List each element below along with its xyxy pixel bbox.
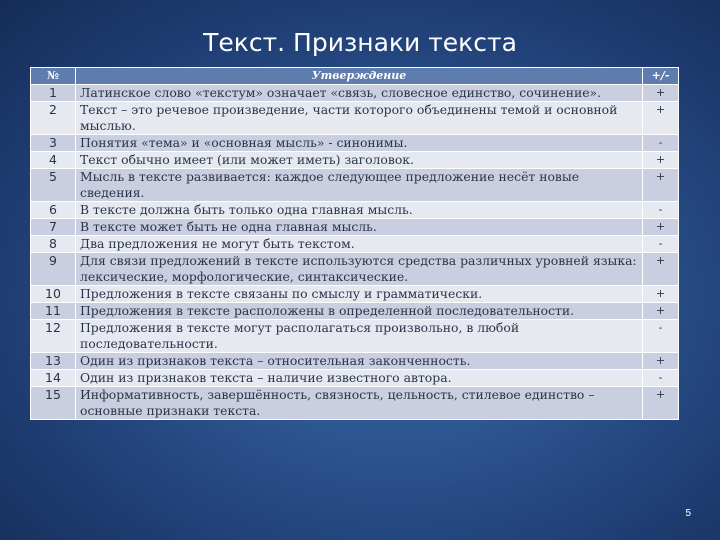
table-row (31, 303, 679, 320)
row-statement: Мысль в тексте развивается: каждое следующее предложение несёт новые сведения. (76, 169, 643, 202)
table-row (31, 286, 679, 303)
row-mark: - (643, 320, 679, 353)
row-number: 6 (31, 202, 76, 219)
row-number: 5 (31, 169, 76, 202)
row-mark: - (643, 202, 679, 219)
table-row (31, 353, 679, 370)
statements-table (30, 67, 679, 420)
row-number: 13 (31, 353, 76, 370)
header-statement: Утверждение (76, 68, 643, 85)
table-header-row (31, 68, 679, 85)
table-row (31, 236, 679, 253)
row-statement: Один из признаков текста – наличие известного автора. (76, 370, 643, 387)
table-row (31, 320, 679, 353)
row-number: 10 (31, 286, 76, 303)
row-number: 9 (31, 253, 76, 286)
row-statement: Информативность, завершённость, связность, цельность, стилевое единство – основные признаки текста. (76, 387, 643, 420)
row-statement: Предложения в тексте могут располагаться произвольно, в любой последовательности. (76, 320, 643, 353)
row-number: 15 (31, 387, 76, 420)
row-mark: - (643, 236, 679, 253)
table-row (31, 85, 679, 102)
row-mark: + (643, 102, 679, 135)
page-number: 5 (685, 508, 691, 519)
row-number: 12 (31, 320, 76, 353)
table-row (31, 135, 679, 152)
row-number: 4 (31, 152, 76, 169)
row-mark: + (643, 152, 679, 169)
row-mark: + (643, 286, 679, 303)
row-statement: В тексте должна быть только одна главная мысль. (76, 202, 643, 219)
row-statement: Два предложения не могут быть текстом. (76, 236, 643, 253)
header-mark: +/- (643, 68, 679, 85)
table-row (31, 102, 679, 135)
row-statement: Предложения в тексте расположены в определенной последовательности. (76, 303, 643, 320)
row-number: 14 (31, 370, 76, 387)
row-mark: + (643, 219, 679, 236)
row-mark: - (643, 370, 679, 387)
table-row (31, 202, 679, 219)
row-mark: - (643, 135, 679, 152)
row-mark: + (643, 85, 679, 102)
table-row (31, 219, 679, 236)
row-statement: Один из признаков текста – относительная законченность. (76, 353, 643, 370)
row-number: 3 (31, 135, 76, 152)
row-statement: В тексте может быть не одна главная мысль. (76, 219, 643, 236)
table-row (31, 387, 679, 420)
row-number: 8 (31, 236, 76, 253)
row-statement: Понятия «тема» и «основная мысль» - синонимы. (76, 135, 643, 152)
row-statement: Латинское слово «текстум» означает «связь, словесное единство, сочинение». (76, 85, 643, 102)
row-mark: + (643, 353, 679, 370)
row-statement: Предложения в тексте связаны по смыслу и грамматически. (76, 286, 643, 303)
row-statement: Текст обычно имеет (или может иметь) заголовок. (76, 152, 643, 169)
table-row (31, 370, 679, 387)
row-number: 2 (31, 102, 76, 135)
table-row (31, 169, 679, 202)
table-row (31, 253, 679, 286)
slide-title: Текст. Признаки текста (203, 28, 517, 57)
table-row (31, 152, 679, 169)
row-number: 11 (31, 303, 76, 320)
header-number: № (31, 68, 76, 85)
row-statement: Текст – это речевое произведение, части которого объединены темой и основной мыслью. (76, 102, 643, 135)
row-mark: + (643, 387, 679, 420)
row-number: 1 (31, 85, 76, 102)
row-statement: Для связи предложений в тексте используются средства различных уровней языка: лексические, морфологические, синтаксические. (76, 253, 643, 286)
row-mark: + (643, 253, 679, 286)
row-mark: + (643, 169, 679, 202)
row-number: 7 (31, 219, 76, 236)
row-mark: + (643, 303, 679, 320)
